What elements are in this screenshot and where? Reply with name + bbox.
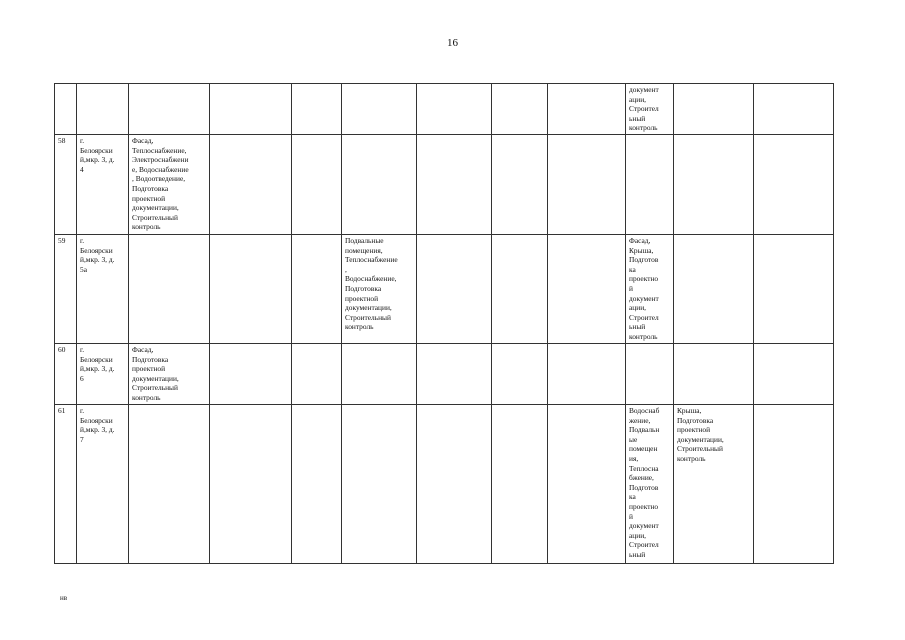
cell-text-line: контроль: [677, 453, 706, 463]
cell-text-line: ации,: [629, 94, 646, 104]
cell-works-col11: [674, 84, 754, 135]
cell-text-line: Строител: [629, 540, 659, 550]
cell-works-col3: [129, 235, 210, 344]
cell-text-line: Подвальн: [629, 425, 660, 435]
cell-text-line: Теплоснабжение,: [132, 145, 187, 155]
cell-text-line: помещения,: [345, 245, 383, 255]
cell-text-line: Подготовка: [677, 415, 714, 425]
cell-col12: [754, 344, 834, 405]
table-row: [55, 235, 834, 344]
cell-col5: [292, 135, 342, 235]
table-row: [55, 135, 834, 235]
table-row: [55, 84, 834, 135]
cell-works-col11: [674, 405, 754, 564]
cell-col4: [210, 344, 292, 405]
cell-col4: [210, 235, 292, 344]
cell-text-line: Белоярски: [80, 354, 113, 364]
cell-text-line: Строител: [629, 312, 659, 322]
cell-text-line: документ: [629, 85, 659, 94]
cell-col12: [754, 84, 834, 135]
cell-text-line: Подготов: [629, 482, 659, 492]
cell-text-line: проектной: [132, 364, 166, 374]
cell-col7: [417, 405, 492, 564]
cell-col8: [492, 405, 548, 564]
cell-works-col10: [626, 344, 674, 405]
cell-col9: [548, 344, 626, 405]
cell-text-line: бжение,: [629, 473, 654, 483]
cell-text-line: Крыша,: [677, 406, 702, 415]
cell-text-line: ия,: [629, 453, 639, 463]
cell-text-line: Подготовка: [132, 354, 169, 364]
page-number: 16: [447, 37, 458, 49]
cell-works-col6: [342, 405, 417, 564]
cell-col7: [417, 84, 492, 135]
footer-mark: нв: [60, 594, 68, 602]
cell-text-line: е, Водоснабжение: [132, 164, 189, 174]
cell-col7: [417, 135, 492, 235]
cell-text-line: г.: [80, 136, 85, 145]
cell-address: [77, 344, 129, 405]
cell-text-line: Водоснаб: [629, 406, 660, 415]
cell-text-line: й: [629, 283, 633, 293]
cell-num: 59: [55, 235, 77, 344]
cell-text-line: помещен: [629, 444, 658, 454]
cell-text-line: Фасад,: [132, 345, 154, 354]
cell-text-line: документ: [629, 521, 659, 531]
cell-text-line: Подготовка: [132, 183, 169, 193]
cell-works-col3: [129, 405, 210, 564]
cell-text-line: ьный: [629, 549, 646, 559]
cell-text-line: 5а: [80, 264, 87, 274]
cell-text-line: Белоярски: [80, 245, 113, 255]
cell-text-line: ,: [345, 264, 347, 274]
cell-text-line: ьный: [629, 113, 646, 123]
cell-works-col10: [626, 405, 674, 564]
cell-col9: [548, 84, 626, 135]
cell-text-line: ации,: [629, 303, 646, 313]
cell-text-line: документации,: [132, 373, 179, 383]
cell-text-line: 4: [80, 164, 84, 174]
cell-text-line: Белоярски: [80, 145, 113, 155]
cell-col4: [210, 84, 292, 135]
cell-works-col3: [129, 84, 210, 135]
cell-works-col3: [129, 135, 210, 235]
cell-text-line: контроль: [132, 222, 161, 232]
cell-text-line: 7: [80, 434, 84, 444]
cell-text-line: Фасад,: [132, 136, 154, 145]
cell-num: 58: [55, 135, 77, 235]
cell-text-line: Строительный: [677, 444, 723, 454]
cell-address: [77, 135, 129, 235]
cell-text-line: Подготов: [629, 255, 659, 265]
cell-text-line: документации,: [345, 303, 392, 313]
cell-col7: [417, 235, 492, 344]
cell-text-line: Строител: [629, 104, 659, 114]
cell-text-line: Подготовка: [345, 283, 382, 293]
cell-text-line: контроль: [132, 392, 161, 402]
cell-text-line: ка: [629, 492, 636, 502]
cell-text-line: , Водоотведение,: [132, 174, 186, 184]
cell-col5: [292, 344, 342, 405]
cell-address: [77, 84, 129, 135]
cell-text-line: проектной: [677, 425, 711, 435]
cell-col9: [548, 235, 626, 344]
cell-text-line: Подвальные: [345, 236, 384, 245]
cell-works-col11: [674, 135, 754, 235]
cell-text-line: проектной: [132, 193, 166, 203]
cell-col8: [492, 344, 548, 405]
cell-col7: [417, 344, 492, 405]
cell-text-line: Теплоснабжение: [345, 255, 398, 265]
cell-num: 61: [55, 405, 77, 564]
cell-text-line: контроль: [629, 331, 658, 341]
cell-works-col6: [342, 344, 417, 405]
cell-works-col11: [674, 235, 754, 344]
cell-text-line: документ: [629, 293, 659, 303]
cell-text-line: проектной: [345, 293, 379, 303]
cell-text-line: документации,: [132, 203, 179, 213]
cell-address: [77, 405, 129, 564]
cell-col12: [754, 135, 834, 235]
cell-col9: [548, 405, 626, 564]
cell-text-line: Фасад,: [629, 236, 651, 245]
cell-text-line: ации,: [629, 530, 646, 540]
cell-text-line: Строительный: [345, 312, 391, 322]
cell-text-line: г.: [80, 345, 85, 354]
cell-text-line: жение,: [629, 415, 651, 425]
cell-num: [55, 84, 77, 135]
cell-text-line: ьный: [629, 322, 646, 332]
repair-schedule-table: [54, 83, 834, 564]
cell-works-col6: [342, 135, 417, 235]
cell-text-line: 6: [80, 373, 84, 383]
cell-text-line: контроль: [345, 322, 374, 332]
cell-text-line: Водоснабжение,: [345, 274, 397, 284]
cell-text-line: контроль: [629, 123, 658, 133]
cell-col9: [548, 135, 626, 235]
cell-text-line: документации,: [677, 434, 724, 444]
cell-text-line: й,мкр. 3, д.: [80, 364, 115, 374]
cell-text-line: г.: [80, 236, 85, 245]
cell-col8: [492, 235, 548, 344]
cell-text-line: Теплосна: [629, 463, 659, 473]
cell-text-line: Строительный: [132, 383, 178, 393]
cell-works-col6: [342, 235, 417, 344]
table-row: [55, 405, 834, 564]
cell-text-line: Белоярски: [80, 415, 113, 425]
cell-col8: [492, 135, 548, 235]
cell-address: [77, 235, 129, 344]
cell-text-line: ка: [629, 264, 636, 274]
cell-text-line: проектно: [629, 274, 659, 284]
cell-works-col10: [626, 84, 674, 135]
cell-works-col10: [626, 235, 674, 344]
cell-works-col11: [674, 344, 754, 405]
cell-text-line: Строительный: [132, 212, 178, 222]
cell-col12: [754, 405, 834, 564]
cell-col5: [292, 84, 342, 135]
cell-col5: [292, 405, 342, 564]
cell-text-line: Электроснабжени: [132, 155, 189, 165]
cell-col4: [210, 405, 292, 564]
cell-text-line: Крыша,: [629, 245, 654, 255]
cell-text-line: й,мкр. 3, д.: [80, 425, 115, 435]
cell-works-col10: [626, 135, 674, 235]
cell-works-col6: [342, 84, 417, 135]
cell-text-line: й: [629, 511, 633, 521]
cell-text-line: й,мкр. 3, д.: [80, 255, 115, 265]
cell-num: 60: [55, 344, 77, 405]
table-row: [55, 344, 834, 405]
cell-col8: [492, 84, 548, 135]
cell-works-col3: [129, 344, 210, 405]
cell-text-line: г.: [80, 406, 85, 415]
cell-col4: [210, 135, 292, 235]
cell-text-line: ые: [629, 434, 638, 444]
cell-text-line: проектно: [629, 501, 659, 511]
cell-col12: [754, 235, 834, 344]
cell-col5: [292, 235, 342, 344]
cell-text-line: й,мкр. 3, д.: [80, 155, 115, 165]
